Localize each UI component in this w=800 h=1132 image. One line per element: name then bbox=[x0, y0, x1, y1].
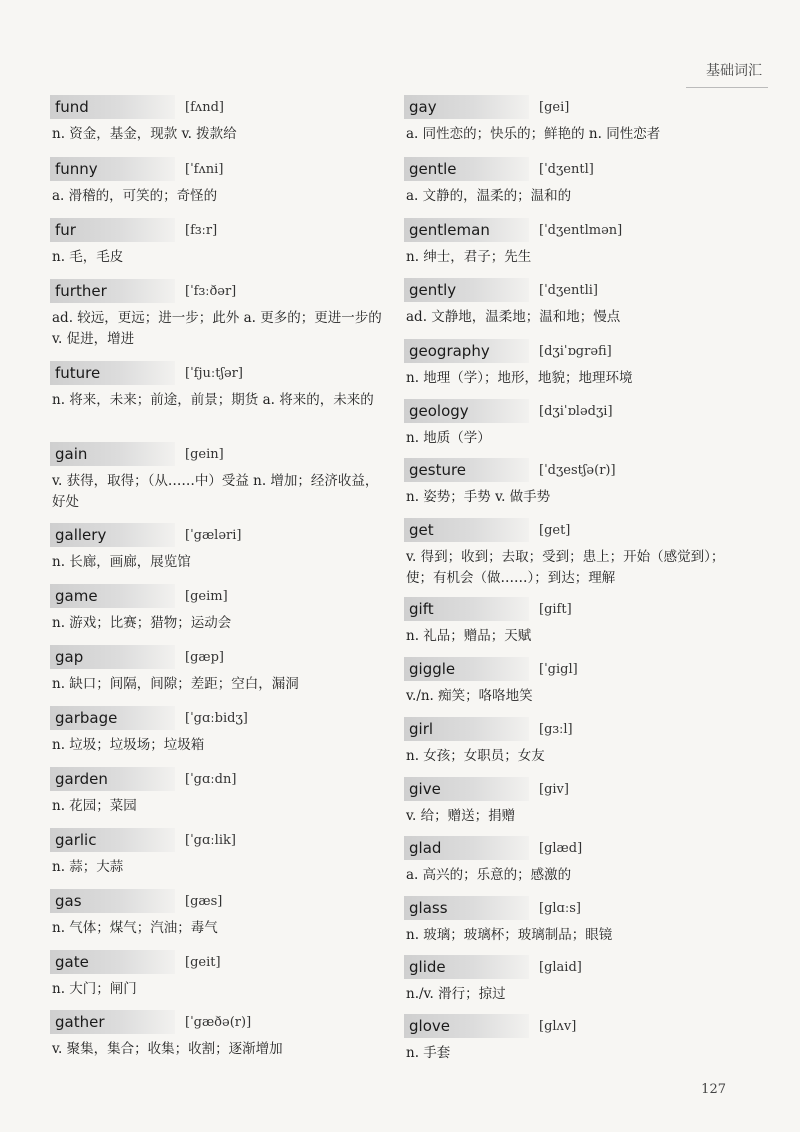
headword: glove bbox=[404, 1014, 529, 1038]
phonetic: [ˈdʒentli] bbox=[539, 282, 598, 298]
headword: garlic bbox=[50, 828, 175, 852]
phonetic: [gein] bbox=[185, 446, 224, 462]
definition: a. 高兴的；乐意的；感激的 bbox=[406, 867, 572, 883]
headword: girl bbox=[404, 717, 529, 741]
entry-fur bbox=[50, 217, 385, 278]
phonetic: [gɜːl] bbox=[539, 721, 573, 737]
headword: fur bbox=[50, 218, 175, 242]
headword: game bbox=[50, 584, 175, 608]
headword: get bbox=[404, 518, 529, 542]
phonetic: [glɑːs] bbox=[539, 900, 581, 916]
definition: n. 花园；菜园 bbox=[52, 798, 137, 814]
entry-gently bbox=[404, 277, 744, 338]
entry-gas bbox=[50, 888, 385, 949]
headword: fund bbox=[50, 95, 175, 119]
entry-garbage bbox=[50, 705, 385, 766]
headword: glad bbox=[404, 836, 529, 860]
definition: n. 礼品；赠品；天赋 bbox=[406, 628, 532, 644]
page-number: 127 bbox=[701, 1082, 726, 1097]
headword: garden bbox=[50, 767, 175, 791]
entry-gesture bbox=[404, 457, 744, 517]
phonetic: [ˈdʒentlmən] bbox=[539, 222, 623, 238]
entry-funny bbox=[50, 156, 385, 217]
definition: v. 得到；收到；去取；受到；患上；开始（感觉到）；使；有机会（做……）；到达；理解 bbox=[406, 549, 725, 586]
right-column bbox=[404, 94, 744, 1069]
entry-geology bbox=[404, 398, 744, 457]
entry-girl bbox=[404, 716, 744, 776]
definition: v. 给；赠送；捐赠 bbox=[406, 808, 516, 824]
phonetic: [dʒiˈɒlədʒi] bbox=[539, 403, 613, 419]
definition: n. 缺口；间隔，间隙；差距；空白，漏洞 bbox=[52, 676, 299, 692]
headword: funny bbox=[50, 157, 175, 181]
entry-gate bbox=[50, 949, 385, 1009]
headword: gas bbox=[50, 889, 175, 913]
entry-gather bbox=[50, 1009, 385, 1065]
definition: n./v. 滑行；掠过 bbox=[406, 986, 506, 1002]
left-column bbox=[50, 94, 385, 1065]
definition: ad. 文静地，温柔地；温和地；慢点 bbox=[406, 309, 621, 325]
definition: n. 绅士，君子；先生 bbox=[406, 249, 532, 265]
entry-future bbox=[50, 360, 385, 441]
section-header: 基础词汇 bbox=[706, 60, 762, 80]
headword: glide bbox=[404, 955, 529, 979]
entry-glass bbox=[404, 895, 744, 954]
headword: future bbox=[50, 361, 175, 385]
definition: v. 聚集，集合；收集；收割；逐渐增加 bbox=[52, 1041, 283, 1057]
entry-gentle bbox=[404, 156, 744, 217]
entry-giggle bbox=[404, 656, 744, 716]
phonetic: [dʒiˈɒgrəfi] bbox=[539, 343, 612, 359]
entry-game bbox=[50, 583, 385, 644]
definition: a. 滑稽的，可笑的；奇怪的 bbox=[52, 188, 218, 204]
headword: garbage bbox=[50, 706, 175, 730]
headword: giggle bbox=[404, 657, 529, 681]
phonetic: [gæp] bbox=[185, 649, 225, 665]
definition: ad. 较远，更远；进一步；此外 a. 更多的；更进一步的 v. 促进，增进 bbox=[52, 310, 382, 347]
headword: gay bbox=[404, 95, 529, 119]
phonetic: [gift] bbox=[539, 601, 572, 617]
headword: gentle bbox=[404, 157, 529, 181]
definition: n. 长廊，画廊，展览馆 bbox=[52, 554, 191, 570]
headword: geography bbox=[404, 339, 529, 363]
entry-give bbox=[404, 776, 744, 835]
definition: n. 游戏；比赛；猎物；运动会 bbox=[52, 615, 232, 631]
definition: n. 气体；煤气；汽油；毒气 bbox=[52, 920, 218, 936]
phonetic: [fʌnd] bbox=[185, 99, 224, 115]
phonetic: [geit] bbox=[185, 954, 221, 970]
entry-gay bbox=[404, 94, 744, 156]
headword: gate bbox=[50, 950, 175, 974]
definition: n. 女孩；女职员；女友 bbox=[406, 748, 545, 764]
phonetic: [ˈdʒentl] bbox=[539, 161, 594, 177]
phonetic: [fɜːr] bbox=[185, 222, 218, 238]
headword: gently bbox=[404, 278, 529, 302]
definition: a. 同性恋的；快乐的；鲜艳的 n. 同性恋者 bbox=[406, 126, 661, 142]
phonetic: [ˈfjuːtʃər] bbox=[185, 365, 243, 381]
phonetic: [ˈfɜːðər] bbox=[185, 283, 237, 299]
headword: gap bbox=[50, 645, 175, 669]
phonetic: [ˈgɑːdn] bbox=[185, 771, 237, 787]
phonetic: [ˈgigl] bbox=[539, 661, 578, 677]
phonetic: [gæs] bbox=[185, 893, 223, 909]
headword: gather bbox=[50, 1010, 175, 1034]
entry-gain bbox=[50, 441, 385, 522]
phonetic: [glʌv] bbox=[539, 1018, 577, 1034]
phonetic: [ˈgæləri] bbox=[185, 527, 242, 543]
entry-garlic bbox=[50, 827, 385, 888]
definition: n. 地质（学） bbox=[406, 430, 491, 446]
phonetic: [gei] bbox=[539, 99, 570, 115]
definition: n. 大门；闸门 bbox=[52, 981, 137, 997]
definition: n. 姿势；手势 v. 做手势 bbox=[406, 489, 551, 505]
headword: further bbox=[50, 279, 175, 303]
phonetic: [ˈgɑːbidʒ] bbox=[185, 710, 248, 726]
entry-gap bbox=[50, 644, 385, 705]
definition: n. 手套 bbox=[406, 1045, 451, 1061]
headword: glass bbox=[404, 896, 529, 920]
headword: gain bbox=[50, 442, 175, 466]
phonetic: [giv] bbox=[539, 781, 569, 797]
phonetic: [ˈgɑːlik] bbox=[185, 832, 236, 848]
entry-glide bbox=[404, 954, 744, 1013]
phonetic: [glæd] bbox=[539, 840, 583, 856]
definition: n. 蒜；大蒜 bbox=[52, 859, 124, 875]
phonetic: [ˈfʌni] bbox=[185, 161, 224, 177]
headword: gallery bbox=[50, 523, 175, 547]
entry-gift bbox=[404, 596, 744, 656]
phonetic: [ˈdʒestʃə(r)] bbox=[539, 462, 616, 478]
definition: a. 文静的，温柔的；温和的 bbox=[406, 188, 572, 204]
definition: v./n. 痴笑；咯咯地笑 bbox=[406, 688, 533, 704]
entry-glove bbox=[404, 1013, 744, 1069]
phonetic: [geim] bbox=[185, 588, 228, 604]
entry-garden bbox=[50, 766, 385, 827]
headword: geology bbox=[404, 399, 529, 423]
definition: n. 毛，毛皮 bbox=[52, 249, 124, 265]
phonetic: [ˈgæðə(r)] bbox=[185, 1014, 252, 1030]
headword: gentleman bbox=[404, 218, 529, 242]
definition: n. 垃圾；垃圾场；垃圾箱 bbox=[52, 737, 205, 753]
entry-fund bbox=[50, 94, 385, 156]
entry-geography bbox=[404, 338, 744, 398]
definition: n. 地理（学）；地形，地貌；地理环境 bbox=[406, 370, 633, 386]
entry-get bbox=[404, 517, 744, 596]
headword: give bbox=[404, 777, 529, 801]
headword: gesture bbox=[404, 458, 529, 482]
definition: n. 资金，基金，现款 v. 拨款给 bbox=[52, 126, 237, 142]
entry-glad bbox=[404, 835, 744, 895]
definition: v. 获得，取得；（从……中）受益 n. 增加；经济收益，好处 bbox=[52, 473, 379, 510]
headword: gift bbox=[404, 597, 529, 621]
phonetic: [glaid] bbox=[539, 959, 582, 975]
entry-further bbox=[50, 278, 385, 360]
definition: n. 玻璃；玻璃杯；玻璃制品；眼镜 bbox=[406, 927, 613, 943]
entry-gentleman bbox=[404, 217, 744, 277]
definition: n. 将来，未来；前途，前景；期货 a. 将来的，未来的 bbox=[52, 392, 374, 408]
entry-gallery bbox=[50, 522, 385, 583]
phonetic: [get] bbox=[539, 522, 571, 538]
